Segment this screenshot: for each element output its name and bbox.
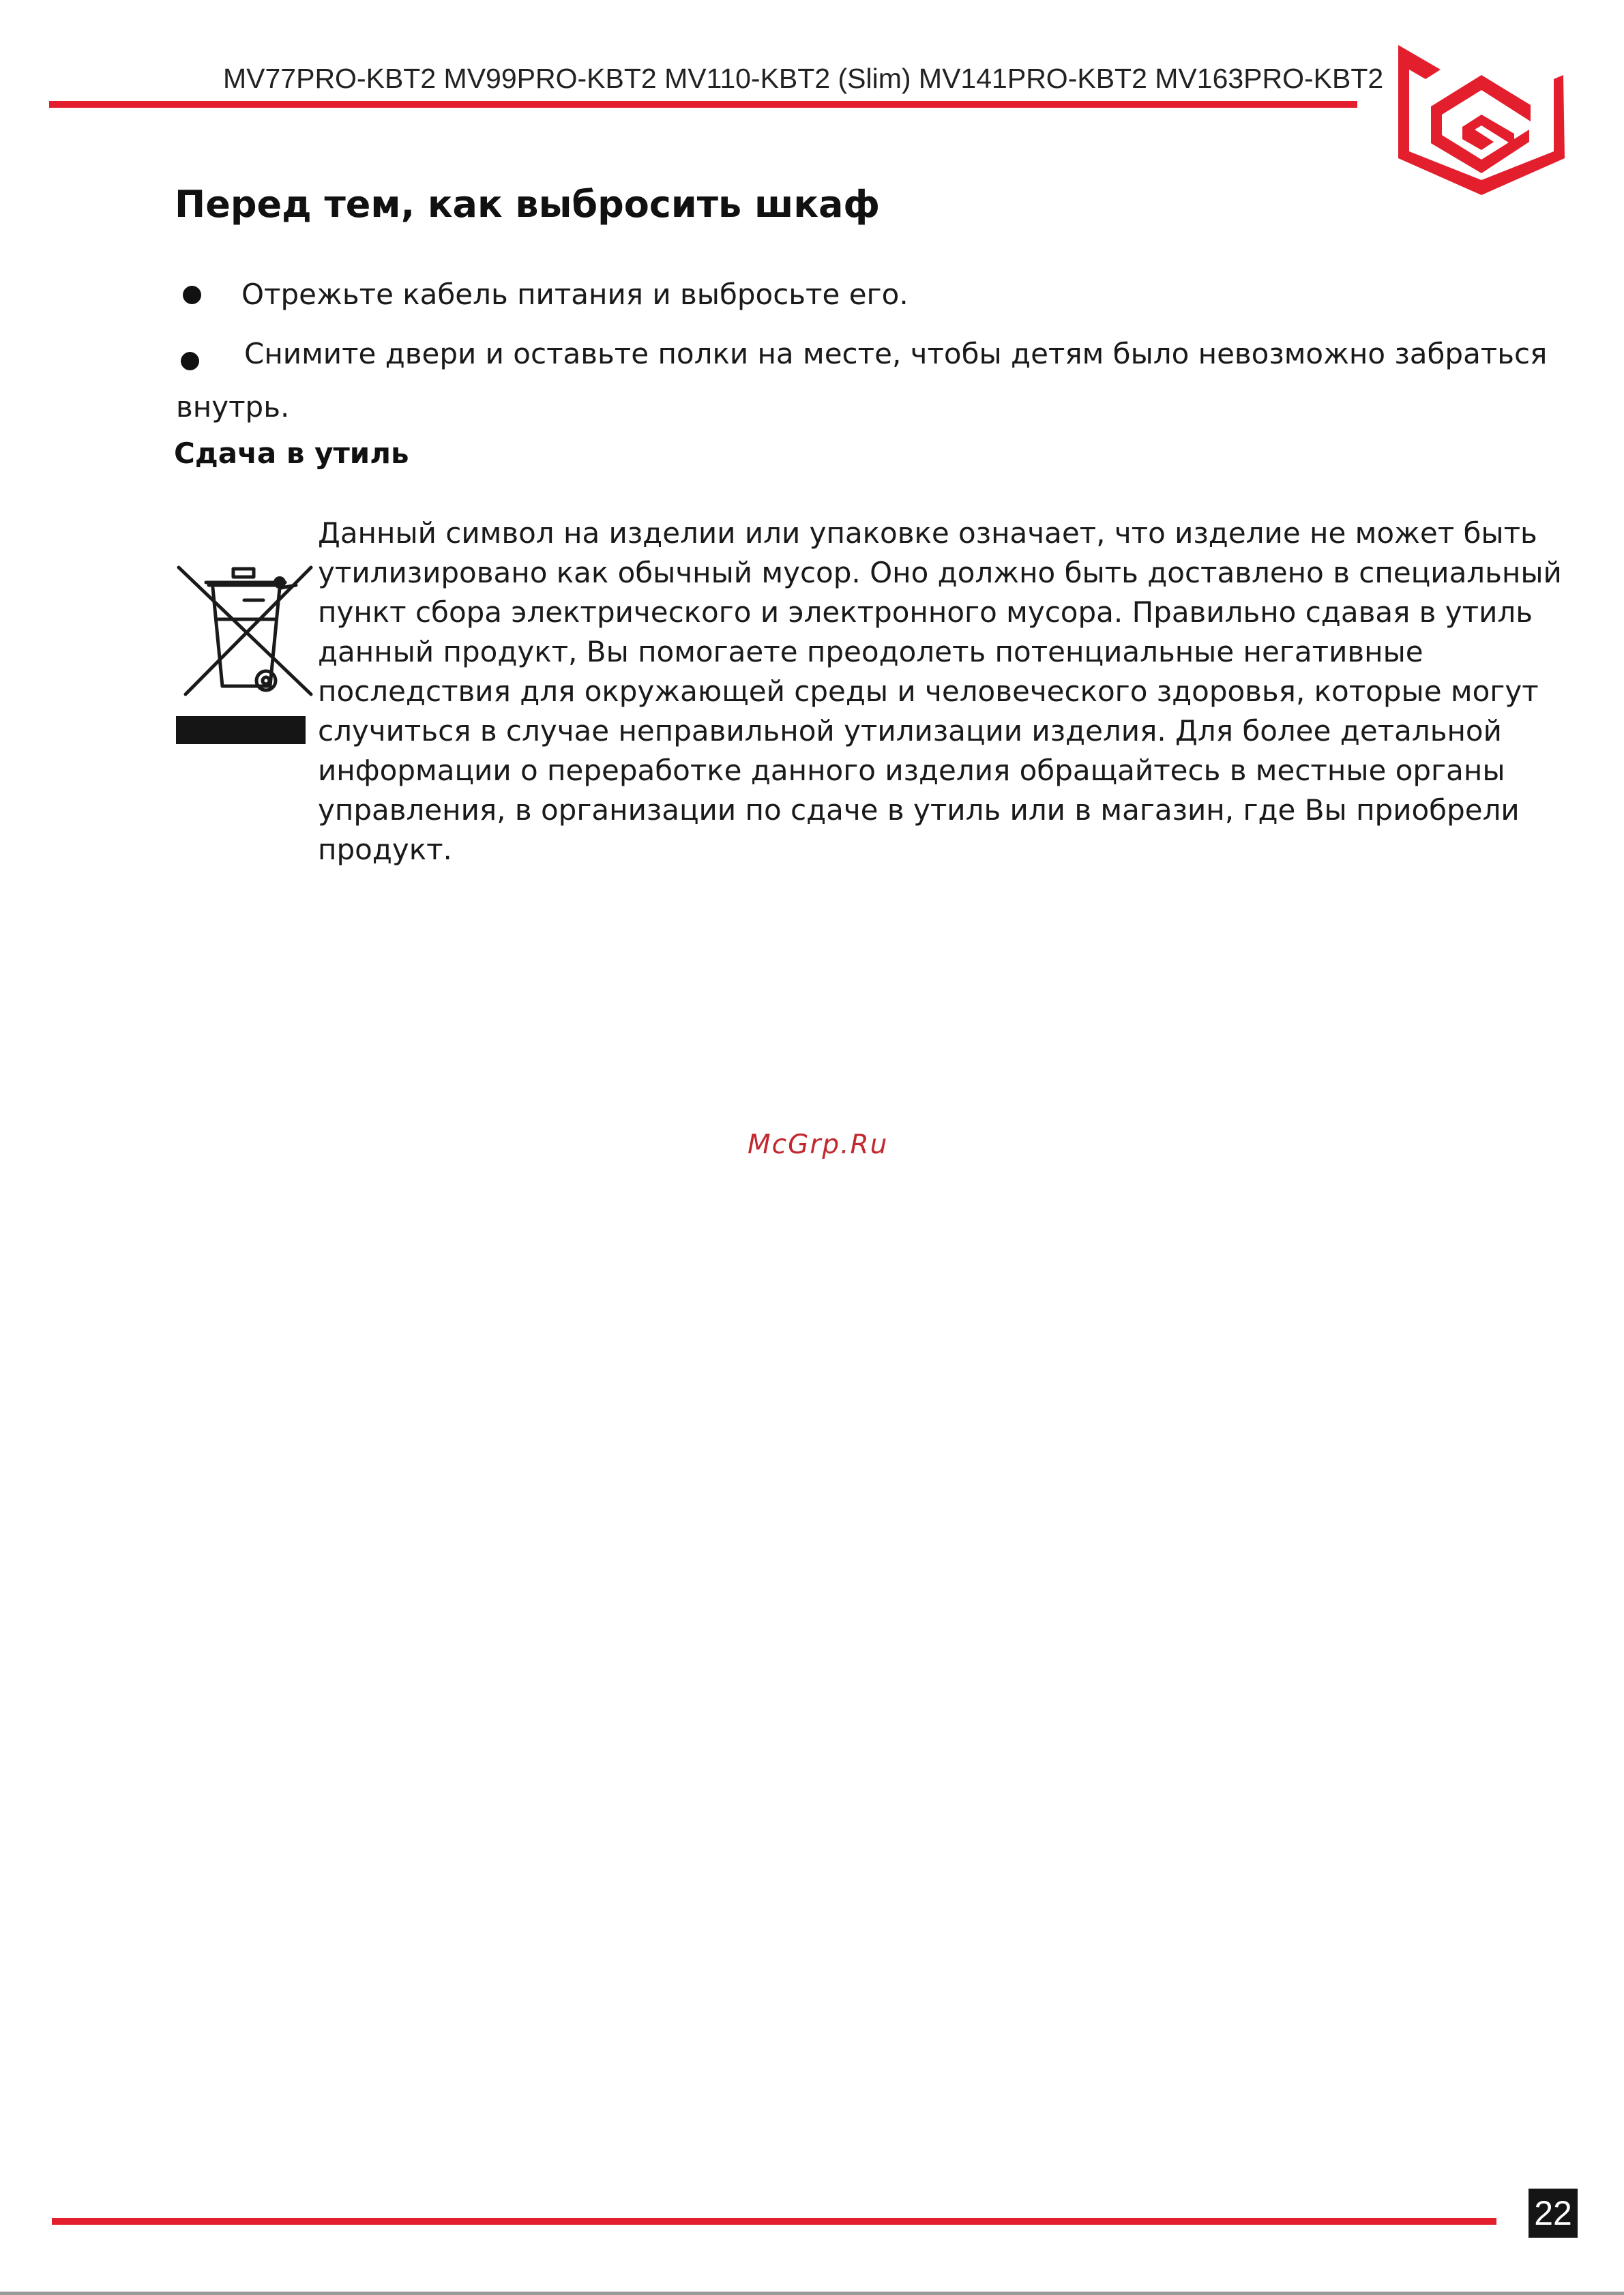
bullet-text: Отрежьте кабель питания и выбросьте его. xyxy=(241,278,909,311)
bullet-dot xyxy=(181,352,199,370)
paragraph-line: информации о переработке данного изделия обращайтесь в местные органы xyxy=(318,754,1505,787)
paragraph-line: продукт. xyxy=(318,833,452,866)
paragraph-line: управления, в организации по сдаче в утиль или в магазин, где Вы приобрели xyxy=(318,793,1520,827)
recycling-heading: Сдача в утиль xyxy=(174,436,409,470)
paragraph-line: Данный символ на изделии или упаковке означает, что изделие не может быть xyxy=(318,516,1537,550)
recycling-paragraph xyxy=(318,514,1562,870)
page-number: 22 xyxy=(1529,2189,1578,2238)
bullet-text: Снимите двери и оставьте полки на месте, чтобы детям было невозможно забраться xyxy=(244,337,1548,370)
section-title: Перед тем, как выбросить шкаф xyxy=(175,183,880,226)
crossed-out-wheelie-bin-icon xyxy=(176,565,316,745)
watermark: McGrp.Ru xyxy=(748,1129,889,1160)
header-divider xyxy=(49,101,1357,108)
paragraph-line: утилизировано как обычный мусор. Оно должно быть доставлено в специальный xyxy=(318,556,1562,589)
paragraph-line: последствия для окружающей среды и человеческого здоровья, которые могут xyxy=(318,675,1539,708)
header-model-list: MV77PRO-KBT2 MV99PRO-KBT2 MV110-KBT2 (Slim) MV141PRO-KBT2 MV163PRO-KBT2 xyxy=(223,63,1384,94)
bullet-dot xyxy=(183,286,201,304)
bullet-text-continuation: внутрь. xyxy=(176,390,290,424)
paragraph-line: данный продукт, Вы помогаете преодолеть потенциальные негативные xyxy=(318,635,1423,668)
page-bottom-edge xyxy=(0,2292,1624,2295)
brand-logo-icon xyxy=(1391,40,1571,198)
footer-divider xyxy=(52,2218,1496,2225)
paragraph-line: пункт сбора электрического и электронного мусора. Правильно сдавая в утиль xyxy=(318,595,1533,629)
paragraph-line: случиться в случае неправильной утилизации изделия. Для более детальной xyxy=(318,714,1502,747)
